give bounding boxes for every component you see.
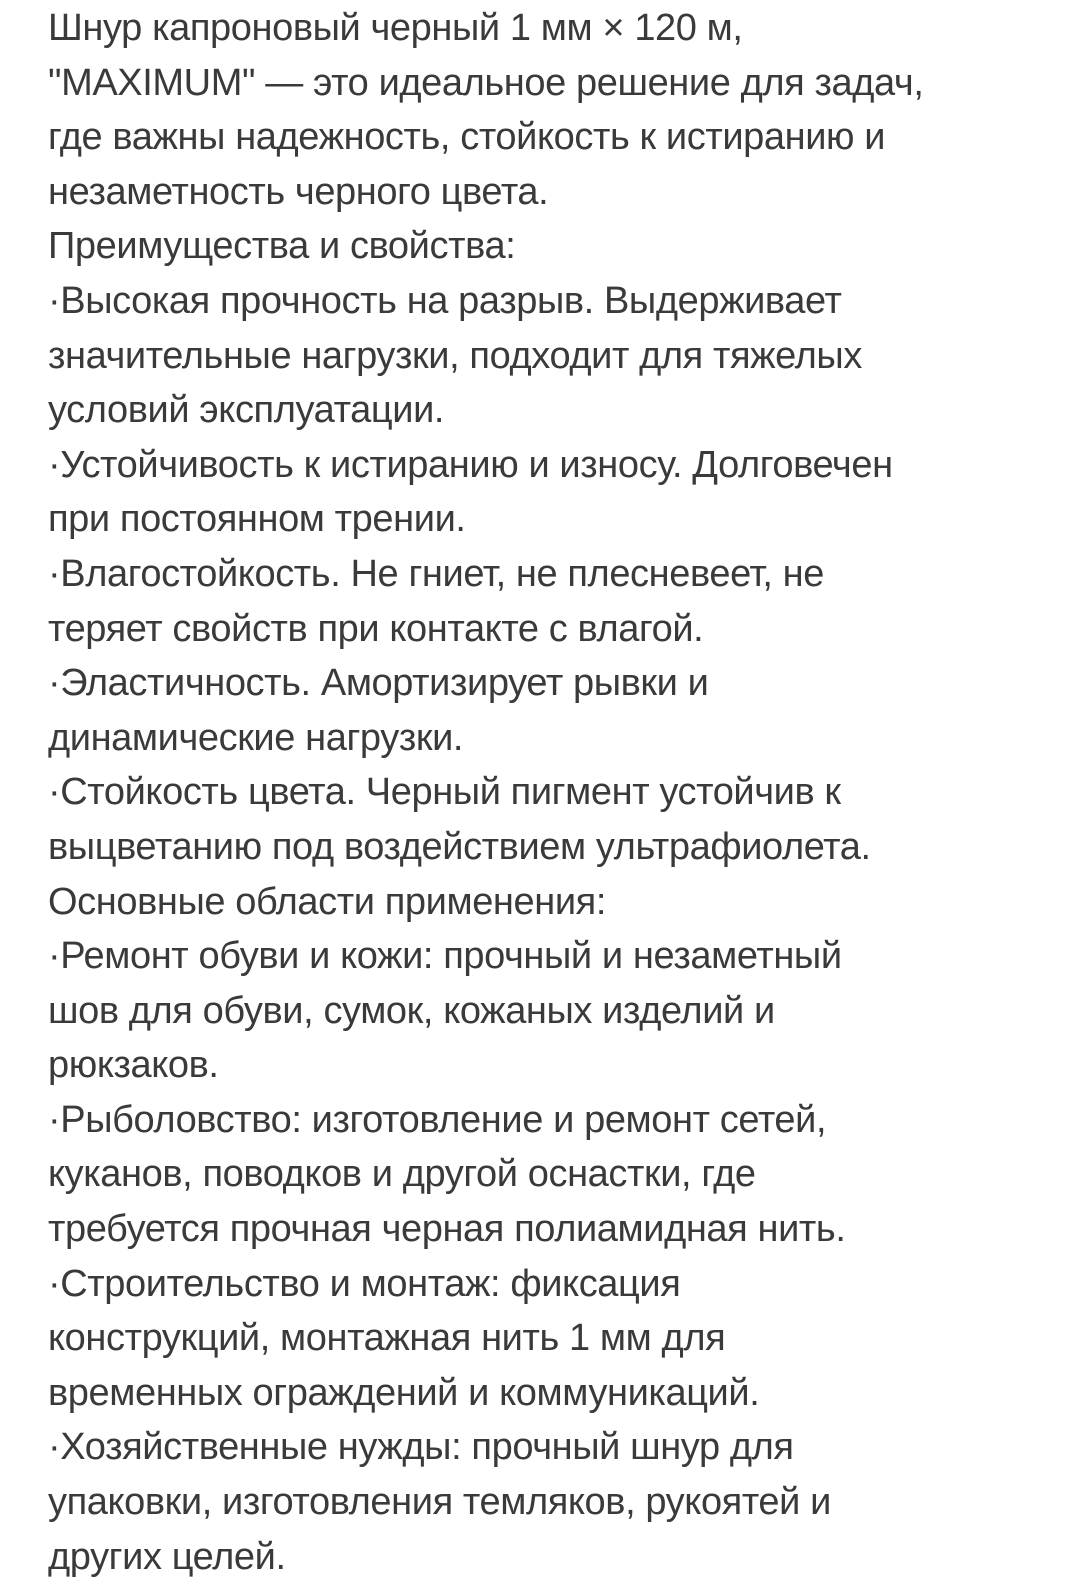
description-paragraph [48, 765, 1060, 874]
description-line: ·Строительство и монтаж: фиксация [48, 1262, 681, 1305]
description-paragraph [48, 438, 1060, 547]
description-line: выцветанию под воздействием ультрафиолета. [48, 825, 871, 868]
description-line: куканов, поводков и другой оснастки, где [48, 1153, 756, 1196]
description-paragraph [48, 929, 1060, 1093]
description-paragraph [48, 1093, 1060, 1257]
description-paragraph [48, 656, 1060, 765]
description-line: конструкций, монтажная нить 1 мм для [48, 1317, 726, 1360]
description-paragraph [48, 875, 1060, 930]
description-line: рюкзаков. [48, 1044, 219, 1087]
description-line: при постоянном трении. [48, 498, 466, 541]
description-paragraph [48, 1420, 1060, 1584]
description-line: других целей. [48, 1535, 286, 1578]
description-line: требуется прочная черная полиамидная нить. [48, 1208, 846, 1251]
description-line: ·Рыболовство: изготовление и ремонт сетей, [48, 1098, 827, 1141]
description-line: временных ограждений и коммуникаций. [48, 1371, 760, 1414]
description-line: динамические нагрузки. [48, 716, 464, 759]
description-line: ·Ремонт обуви и кожи: прочный и незаметный [48, 935, 842, 978]
description-paragraph [48, 219, 1060, 274]
description-line: Преимущества и свойства: [48, 225, 516, 268]
description-line: ·Эластичность. Амортизирует рывки и [48, 662, 709, 705]
description-paragraph [48, 1257, 1060, 1421]
description-line: условий эксплуатации. [48, 389, 445, 432]
description-paragraph [48, 274, 1060, 438]
description-line: Основные области применения: [48, 880, 607, 923]
description-paragraph [48, 547, 1060, 656]
description-line: ·Хозяйственные нужды: прочный шнур для [48, 1426, 794, 1469]
description-line: ·Высокая прочность на разрыв. Выдерживает [48, 279, 842, 322]
description-paragraph [48, 1, 1060, 219]
description-line: где важны надежность, стойкость к истиранию и [48, 116, 886, 159]
description-line: ·Устойчивость к истиранию и износу. Долговечен [48, 443, 893, 486]
description-line: теряет свойств при контакте с влагой. [48, 607, 704, 650]
description-line: незаметность черного цвета. [48, 170, 549, 213]
description-line: ·Стойкость цвета. Черный пигмент устойчив к [48, 771, 841, 814]
description-line: упаковки, изготовления темляков, рукоятей и [48, 1481, 831, 1524]
description-line: шов для обуви, сумок, кожаных изделий и [48, 989, 775, 1032]
description-line: Шнур капроновый черный 1 мм × 120 м, [48, 7, 743, 49]
description-line: "MAXIMUM" — это идеальное решение для задач, [48, 61, 924, 104]
description-line: ·Влагостойкость. Не гниет, не плесневеет, не [48, 552, 824, 595]
description-line: значительные нагрузки, подходит для тяжелых [48, 334, 862, 377]
